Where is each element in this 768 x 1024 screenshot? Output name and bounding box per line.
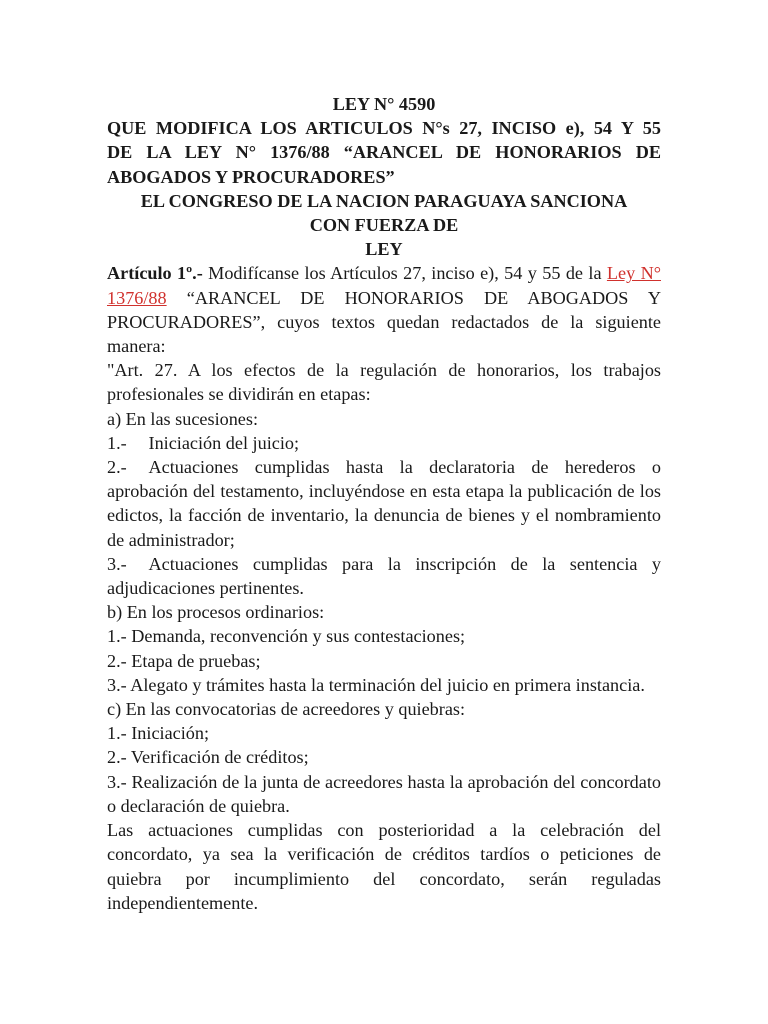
- item-a3: [107, 552, 661, 600]
- item-c1: 1.- Iniciación;: [107, 723, 210, 744]
- item-b2: 2.- Etapa de pruebas;: [107, 650, 261, 671]
- item-c2: 2.- Verificación de créditos;: [107, 747, 309, 768]
- article-1-label: Artículo 1º.-: [107, 263, 203, 284]
- law-title: LEY N° 4590: [332, 94, 436, 114]
- section-a-heading: a) En las sucesiones:: [107, 408, 259, 429]
- law-subtitle-line-2: DE LA LEY N° 1376/88 “ARANCEL DE HONORARIOS DE: [107, 142, 661, 163]
- article-1-text-before-link: Modifícanse los Artículos 27, inciso e), 54 y 55 de la: [202, 263, 607, 284]
- article-1-text-after-link: “ARANCEL DE HONORARIOS DE ABOGADOS Y PROCURADORES”, cuyos textos quedan redactados de la siguiente manera:: [107, 287, 661, 357]
- item-a1-text: Iniciación del juicio;: [148, 432, 300, 453]
- item-b1: 1.- Demanda, reconvención y sus contestaciones;: [107, 626, 466, 647]
- item-a2-number: 2.-: [107, 457, 127, 478]
- enactment-line-2: CON FUERZA DE: [309, 215, 459, 236]
- item-a3-number: 3.-: [107, 553, 127, 574]
- law-subtitle-line-3: ABOGADOS Y PROCURADORES”: [107, 166, 395, 187]
- item-a2-text: Actuaciones cumplidas hasta la declaratoria de herederos o aprobación del testamento, incluyéndose en esta etapa la publicación de los edictos, la facción de inventario, la denuncia de bienes y el nombramiento de administrador;: [107, 457, 661, 550]
- art-27-intro: "Art. 27. A los efectos de la regulación de honorarios, los trabajos profesionales se dividirán en etapas:: [107, 360, 661, 405]
- closing-paragraph: Las actuaciones cumplidas con posterioridad a la celebración del concordato, ya sea la verificación de créditos tardíos o peticiones de quiebra por incumplimiento del concordato, serán reguladas independientemente.: [107, 820, 661, 913]
- article-1-paragraph: [107, 261, 661, 358]
- law-subtitle: [107, 116, 661, 189]
- enactment-clause: [107, 189, 661, 262]
- enactment-line-3: LEY: [365, 239, 403, 260]
- item-a3-text: Actuaciones cumplidas para la inscripción de la sentencia y adjudicaciones pertinentes.: [107, 553, 661, 599]
- law-1376-88-link[interactable]: Ley N° 1376/88: [107, 263, 661, 308]
- item-b3: 3.- Alegato y trámites hasta la terminación del juicio en primera instancia.: [107, 674, 645, 695]
- law-subtitle-line-1: QUE MODIFICA LOS ARTICULOS N°s 27, INCISO e), 54 Y 55: [107, 118, 661, 139]
- section-c-heading: c) En las convocatorias de acreedores y quiebras:: [107, 699, 466, 720]
- item-a1-number: 1.-: [107, 432, 127, 453]
- item-a2: [107, 455, 661, 552]
- item-c3: 3.- Realización de la junta de acreedores hasta la aprobación del concordato o declaración de quiebra.: [107, 771, 661, 816]
- item-a1: [107, 431, 661, 455]
- enactment-line-1: EL CONGRESO DE LA NACION PARAGUAYA SANCIONA: [140, 190, 628, 211]
- section-b-heading: b) En los procesos ordinarios:: [107, 602, 325, 623]
